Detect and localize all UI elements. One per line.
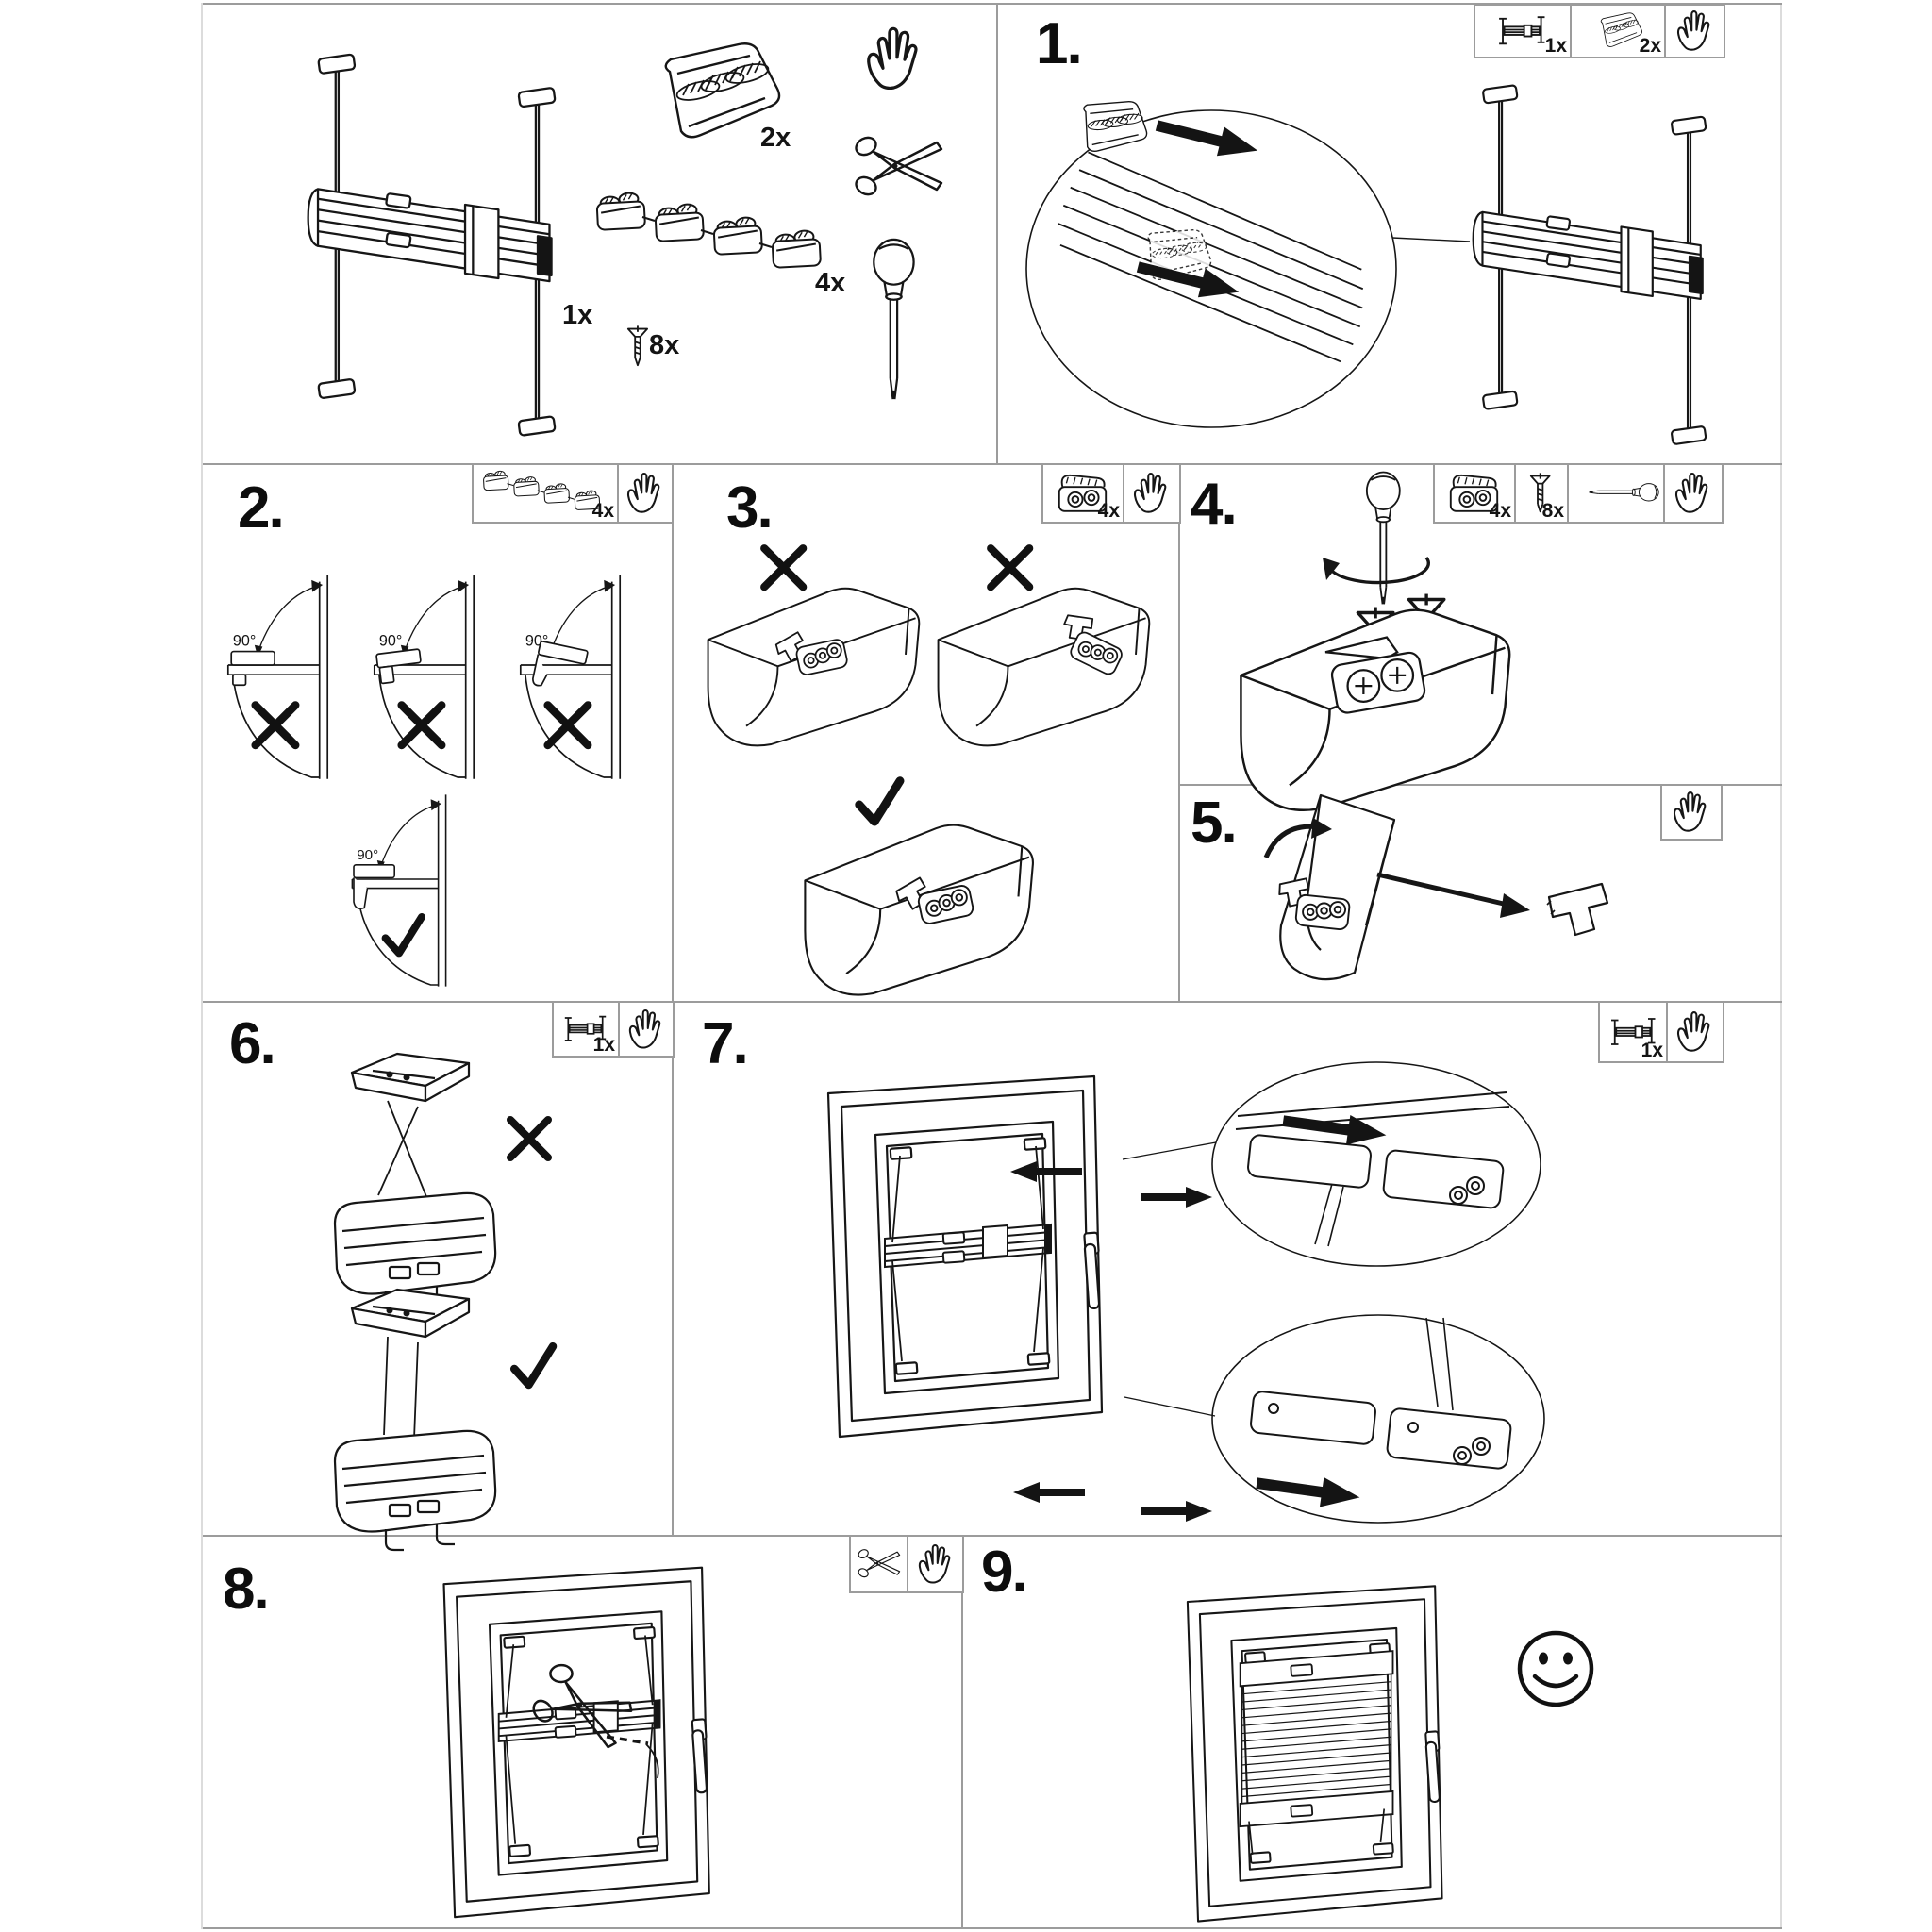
step-9-drawing bbox=[961, 1535, 1782, 1929]
step-3-drawing bbox=[672, 463, 1178, 1001]
rail-end-drawing bbox=[335, 1431, 495, 1550]
step-7-number: 7. bbox=[702, 1011, 747, 1076]
angle-label: 90° bbox=[525, 632, 549, 650]
crossed-cords bbox=[378, 1101, 427, 1199]
slide-right-arrow bbox=[1255, 1468, 1362, 1512]
step-1-clamp-qty: 2x bbox=[1639, 35, 1661, 57]
rotation-arrow bbox=[1330, 558, 1428, 583]
step-8-number: 8. bbox=[223, 1557, 268, 1622]
callout-leader-line bbox=[1123, 1142, 1216, 1416]
smiley-icon bbox=[1520, 1633, 1591, 1705]
slide-left-arrow bbox=[1013, 1482, 1085, 1503]
angle-label: 90° bbox=[357, 847, 379, 864]
parts-overview-drawing bbox=[203, 6, 997, 464]
cross-mark bbox=[402, 706, 442, 746]
step-8-drawing bbox=[203, 1535, 961, 1929]
slide-right-arrow bbox=[1141, 1187, 1212, 1208]
bracket-strip-drawing bbox=[596, 192, 821, 268]
step-1-rail-qty: 1x bbox=[1544, 35, 1567, 57]
step-4-screw-qty: 8x bbox=[1541, 500, 1564, 522]
check-mark bbox=[859, 781, 900, 822]
cover-cap-drawing bbox=[1547, 884, 1607, 935]
callout-ellipse bbox=[1026, 110, 1396, 427]
step-7-rail-qty: 1x bbox=[1641, 1040, 1663, 1061]
step-4-bracket-qty: 4x bbox=[1489, 500, 1511, 522]
step-5-drawing bbox=[1179, 784, 1782, 1001]
scissors-icon bbox=[853, 134, 941, 197]
slide-right-arrow bbox=[1141, 1501, 1212, 1522]
screw-drawing bbox=[628, 325, 647, 365]
step-2-strip-qty: 4x bbox=[591, 500, 614, 522]
screwdriver-icon bbox=[874, 240, 913, 399]
step-2-number: 2. bbox=[238, 475, 283, 541]
step-6-drawing bbox=[203, 1001, 672, 1535]
top-fixing-bracket-drawing bbox=[352, 1290, 469, 1337]
top-rail-detail bbox=[1236, 1092, 1509, 1246]
cross-mark bbox=[991, 548, 1029, 587]
check-mark bbox=[514, 1346, 553, 1385]
cord-clamp-icon bbox=[1078, 95, 1151, 158]
top-fixing-bracket-drawing bbox=[352, 1054, 469, 1101]
step-1-number: 1. bbox=[1036, 11, 1081, 76]
window-sash-drawing bbox=[805, 825, 1033, 995]
step-6-rail-qty: 1x bbox=[592, 1034, 615, 1056]
step-5-number: 5. bbox=[1191, 791, 1236, 856]
rotation-arrow-head bbox=[1323, 558, 1340, 580]
slide-arrow bbox=[1153, 111, 1261, 166]
callout-leader-line bbox=[1392, 238, 1470, 242]
screwdriver-icon bbox=[1367, 473, 1400, 605]
step-4-number: 4. bbox=[1191, 472, 1236, 537]
step-1-drawing bbox=[996, 6, 1782, 464]
step-2-drawing bbox=[203, 463, 672, 1001]
window-sash-drawing bbox=[939, 589, 1150, 746]
window-drawing bbox=[1188, 1586, 1442, 1921]
step-4-drawing bbox=[1179, 463, 1782, 784]
cross-mark bbox=[510, 1120, 548, 1158]
remove-arrow bbox=[1377, 874, 1507, 905]
screw-qty-label: 8x bbox=[649, 330, 680, 360]
angle-label: 90° bbox=[378, 632, 403, 650]
strip-qty-label: 4x bbox=[815, 268, 846, 298]
window-drawing bbox=[444, 1568, 709, 1918]
step-9-number: 9. bbox=[981, 1540, 1026, 1605]
blind-rail-assembly-drawing bbox=[308, 54, 556, 435]
blind-rail-assembly-drawing bbox=[1474, 85, 1707, 444]
step-3-bracket-qty: 4x bbox=[1097, 500, 1120, 522]
hand-icon bbox=[869, 28, 916, 88]
clamp-qty-label: 2x bbox=[760, 123, 791, 153]
step-6-number: 6. bbox=[229, 1011, 275, 1076]
cross-mark bbox=[548, 706, 589, 746]
rail-qty-label: 1x bbox=[562, 300, 593, 330]
tilted-sash-drawing bbox=[1270, 795, 1394, 979]
bottom-rail-detail bbox=[1250, 1318, 1511, 1512]
angle-label: 90° bbox=[232, 632, 257, 650]
straight-cords bbox=[384, 1337, 418, 1439]
cross-mark bbox=[256, 706, 296, 746]
check-mark bbox=[386, 917, 422, 953]
step-7-drawing bbox=[672, 1001, 1783, 1535]
cross-mark bbox=[764, 548, 803, 587]
step-3-number: 3. bbox=[726, 475, 772, 541]
